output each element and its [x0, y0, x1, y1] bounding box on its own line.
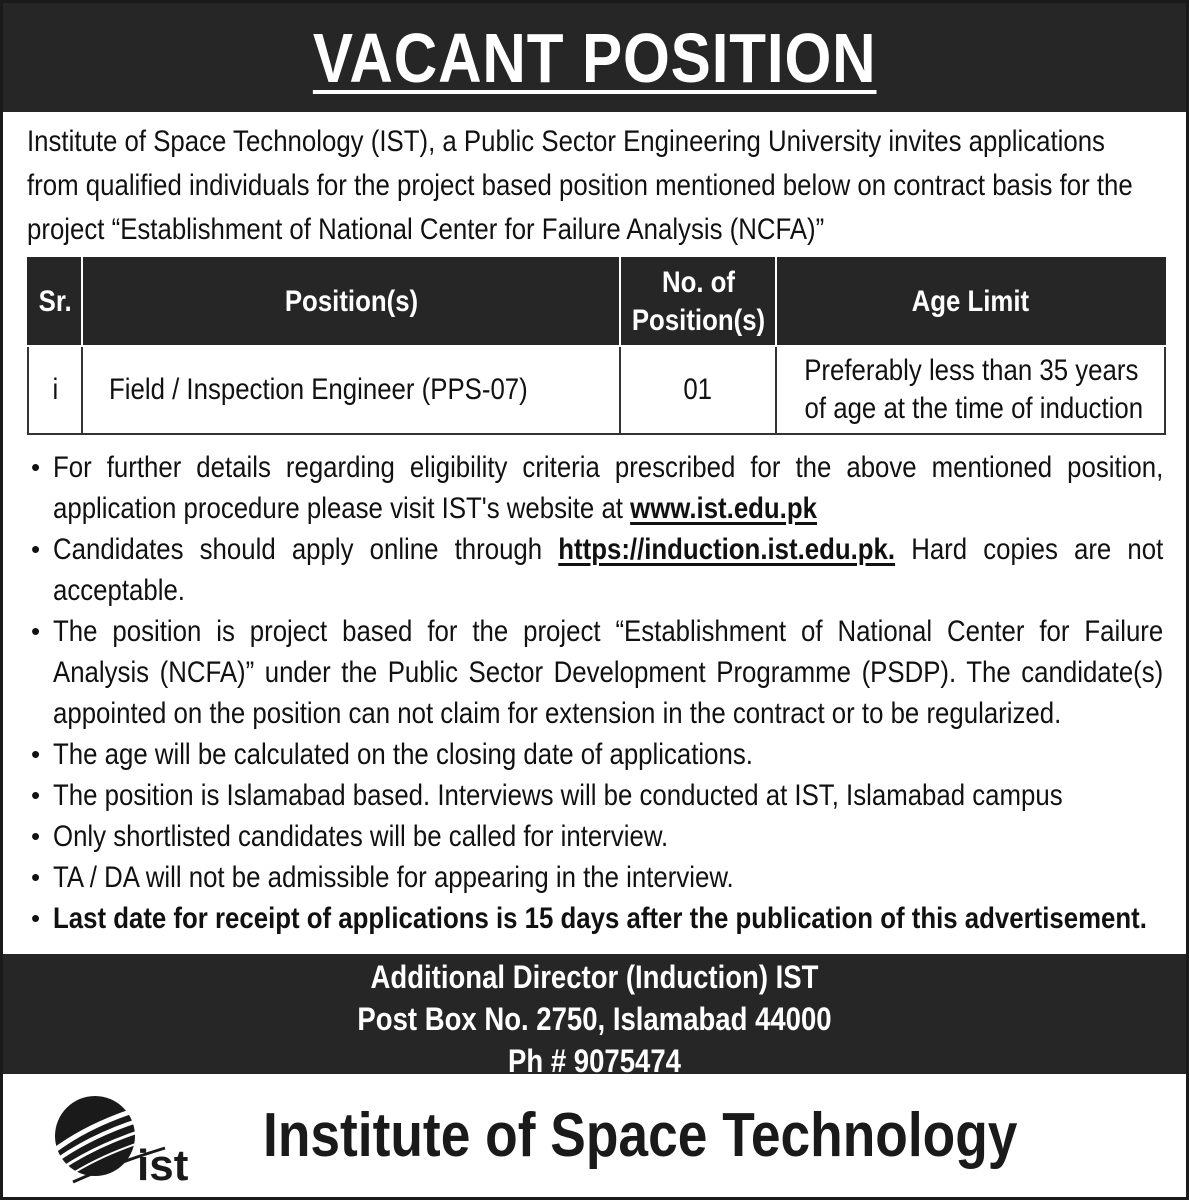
- table-row: [28, 346, 1165, 434]
- footer: [3, 1074, 1186, 1197]
- ist-logo-icon: [53, 1086, 223, 1186]
- list-item: • For further details regarding eligibility criteria prescribed for the above mentioned position, application procedure please visit IST's website at www.ist.edu.pk: [31, 447, 1164, 529]
- cell-sr: i: [28, 346, 82, 434]
- website-link[interactable]: www.ist.edu.pk: [630, 492, 817, 525]
- table-header-row: [28, 258, 1165, 346]
- list-item: • The position is Islamabad based. Interviews will be conducted at IST, Islamabad campus: [31, 775, 1164, 816]
- page-title: VACANT POSITION: [312, 18, 877, 97]
- contact-name: Additional Director (Induction) IST: [370, 959, 819, 995]
- intro-paragraph: Institute of Space Technology (IST), a Public Sector Engineering University invites applications from qualified individuals for the project based position mentioned below on contract basis for the project “Establishment of National Center for Failure Analysis (NCFA)”: [27, 125, 1133, 246]
- list-item: • Last date for receipt of applications is 15 days after the publication of this advertisement.: [31, 898, 1164, 939]
- header-band: [3, 3, 1186, 112]
- list-item: • The age will be calculated on the closing date of applications.: [31, 734, 1164, 775]
- svg-text:ist: ist: [137, 1140, 189, 1186]
- cell-count: 01: [620, 346, 776, 434]
- header-count: No. of Position(s): [620, 258, 776, 346]
- contact-band: [3, 954, 1186, 1079]
- details-list: [31, 447, 1164, 939]
- institute-name: Institute of Space Technology: [263, 1101, 1018, 1170]
- header-age: Age Limit: [776, 258, 1165, 346]
- header-position: Position(s): [82, 258, 620, 346]
- list-item: • Candidates should apply online through https://induction.ist.edu.pk. Hard copies are not acceptable.: [31, 529, 1164, 611]
- cell-age: Preferably less than 35 years of age at the time of induction: [776, 346, 1165, 434]
- positions-table: [27, 257, 1166, 435]
- list-item: • The position is project based for the project “Establishment of National Center for Failure Analysis (NCFA)” under the Public Sector Development Programme (PSDP). The candidate(s) appointed on the position can not claim for extension in the contract or to be regularized.: [31, 611, 1164, 734]
- list-item: • TA / DA will not be admissible for appearing in the interview.: [31, 857, 1164, 898]
- header-sr: Sr.: [28, 258, 82, 346]
- list-item: • Only shortlisted candidates will be called for interview.: [31, 816, 1164, 857]
- contact-phone: Ph # 9075474: [508, 1043, 681, 1079]
- contact-address: Post Box No. 2750, Islamabad 44000: [357, 1001, 832, 1037]
- induction-link[interactable]: https://induction.ist.edu.pk.: [558, 533, 896, 566]
- cell-position: Field / Inspection Engineer (PPS-07): [82, 346, 620, 434]
